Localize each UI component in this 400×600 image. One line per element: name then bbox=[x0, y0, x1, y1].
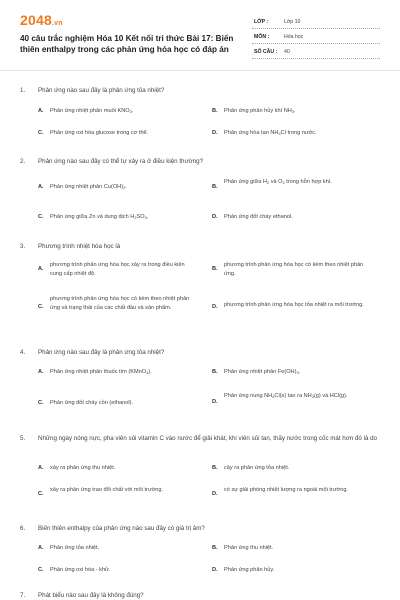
option-text: Phản ứng nung $NH_4Cl(s)$ tạo ra $NH_3(g)$ và HCl(g). bbox=[224, 393, 348, 399]
option-text: Phản ứng nhiệt phân muối $KNO_3$. bbox=[50, 108, 134, 114]
option-text: Phản ứng oxi hóa - khử. bbox=[50, 567, 111, 573]
option-letter: D. bbox=[212, 491, 218, 497]
question-stem: Phản ứng nào sau đây là phản ứng tỏa nhiệt? bbox=[38, 349, 165, 356]
meta-subject-label: MÔN : bbox=[254, 34, 270, 40]
meta-count-label: SỐ CÂU : bbox=[254, 49, 278, 55]
meta-count-value: 40 bbox=[284, 49, 290, 55]
header-divider bbox=[0, 70, 400, 71]
page-header bbox=[0, 0, 400, 62]
question-stem: Phản ứng nào sau đây có thể tự xảy ra ở điều kiện thường? bbox=[38, 158, 204, 165]
option-letter: A. bbox=[38, 545, 44, 551]
meta-subject bbox=[252, 29, 380, 44]
option-text: có sự giải phóng nhiệt lượng ra ngoài môi trường. bbox=[224, 487, 348, 493]
option-letter: C. bbox=[38, 567, 44, 573]
option-letter: B. bbox=[212, 108, 218, 114]
option-letter: A. bbox=[38, 465, 44, 471]
meta-subject-value: Hóa học bbox=[284, 34, 304, 40]
question-stem: Phát biểu nào sau đây là không đúng? bbox=[38, 592, 144, 599]
question-number: 7. bbox=[20, 592, 26, 599]
option-text: cây ra phản ứng tỏa nhiệt. bbox=[224, 465, 290, 471]
option-text: Phản ứng hòa $\tan NH_4Cl$ trong nước. bbox=[224, 130, 317, 136]
meta-count bbox=[252, 44, 380, 59]
option-letter: C. bbox=[38, 400, 44, 406]
option-text: Phản ứng đốt cháy ethanol. bbox=[224, 214, 293, 220]
option-letter: B. bbox=[212, 266, 218, 272]
option-letter: C. bbox=[38, 304, 44, 310]
option-text: Phản ứng phân hủy khí $NH_3$. bbox=[224, 108, 296, 114]
question-stem: Phương trình nhiệt hóa học là bbox=[38, 243, 121, 250]
question-number: 5. bbox=[20, 435, 26, 442]
meta-grade-label: LỚP : bbox=[254, 19, 269, 25]
question-number: 3. bbox=[20, 243, 26, 250]
option-letter: A. bbox=[38, 184, 44, 190]
question-stem: Phản ứng nào sau đây là phản ứng tỏa nhiệt? bbox=[38, 87, 165, 94]
option-text: phương trình phản ứng hóa học xảy ra trong điều kiện cung cấp nhiệt độ. bbox=[50, 262, 185, 277]
option-text: Phản ứng giữa Zn và dung dịch $H_2SO_4$. bbox=[50, 214, 149, 220]
option-text: xảy ra phản ứng trao đổi chất với môi trường. bbox=[50, 487, 164, 493]
option-text: Phản ứng giữa $H_2$ và $O_2$ trong hỗn hợp khí. bbox=[224, 179, 332, 185]
question-stem: Những ngày nóng nực, pha viên sủi vitamin C vào nước để giải khát, khi viên sủi tan, thấy nước trong cốc mát hơn đó là do bbox=[38, 435, 377, 442]
question-number: 6. bbox=[20, 525, 26, 532]
option-letter: C. bbox=[38, 130, 44, 136]
logo-tld: .vn bbox=[51, 20, 63, 27]
option-text: Phản ứng phân hủy. bbox=[224, 567, 275, 573]
question-number: 4. bbox=[20, 349, 26, 356]
option-letter: B. bbox=[212, 545, 218, 551]
option-letter: A. bbox=[38, 266, 44, 272]
option-letter: C. bbox=[38, 491, 44, 497]
site-logo[interactable] bbox=[20, 12, 63, 28]
meta-grade-value: Lớp 10 bbox=[284, 19, 301, 25]
option-letter: D. bbox=[212, 567, 218, 573]
option-letter: A. bbox=[38, 369, 44, 375]
option-text: Phản ứng thu nhiệt. bbox=[224, 545, 274, 551]
question-number: 2. bbox=[20, 158, 26, 165]
question-stem: Biến thiên enthalpy của phản ứng nào sau đây có giá trị âm? bbox=[38, 525, 205, 532]
quiz-title: 40 câu trắc nghiệm Hóa 10 Kết nối tri thức Bài 17: Biến thiên enthalpy trong các phản ứng hóa học có đáp án bbox=[20, 34, 234, 54]
option-text: phương trình phản ứng hóa học có kèm theo nhiệt phản ứng và trạng thái của các chất đầu và sản phẩm. bbox=[50, 296, 190, 311]
option-text: Phản ứng oxi hóa glucose trong cơ thể. bbox=[50, 130, 149, 136]
option-text: phương trình phản ứng hóa học có kèm theo nhiệt phản ứng. bbox=[224, 262, 364, 277]
option-letter: C. bbox=[38, 214, 44, 220]
logo-text: 2048 bbox=[20, 12, 52, 28]
option-letter: D. bbox=[212, 399, 218, 405]
option-text: Phản ứng nhiệt phân $Cu(OH)_2$. bbox=[50, 184, 127, 190]
option-text: Phản ứng đốt cháy cồn (ethanol). bbox=[50, 400, 134, 406]
option-letter: D. bbox=[212, 214, 218, 220]
option-letter: D. bbox=[212, 130, 218, 136]
question-number: 1. bbox=[20, 87, 26, 94]
meta-grade bbox=[252, 14, 380, 29]
option-text: Phản ứng nhiệt phân $Fe(OH)_3$. bbox=[224, 369, 301, 375]
option-text: Phản ứng nhiệt phân thuốc tím (KMnO$_4$). bbox=[50, 369, 152, 375]
option-letter: A. bbox=[38, 108, 44, 114]
option-letter: B. bbox=[212, 369, 218, 375]
option-letter: B. bbox=[212, 184, 218, 190]
option-text: Phản ứng tỏa nhiệt. bbox=[50, 545, 100, 551]
option-text: phương trình phản ứng hóa học tỏa nhiệt ra môi trường. bbox=[224, 302, 364, 308]
option-letter: B. bbox=[212, 465, 218, 471]
option-letter: D. bbox=[212, 304, 218, 310]
option-text: xảy ra phản ứng thu nhiệt. bbox=[50, 465, 116, 471]
